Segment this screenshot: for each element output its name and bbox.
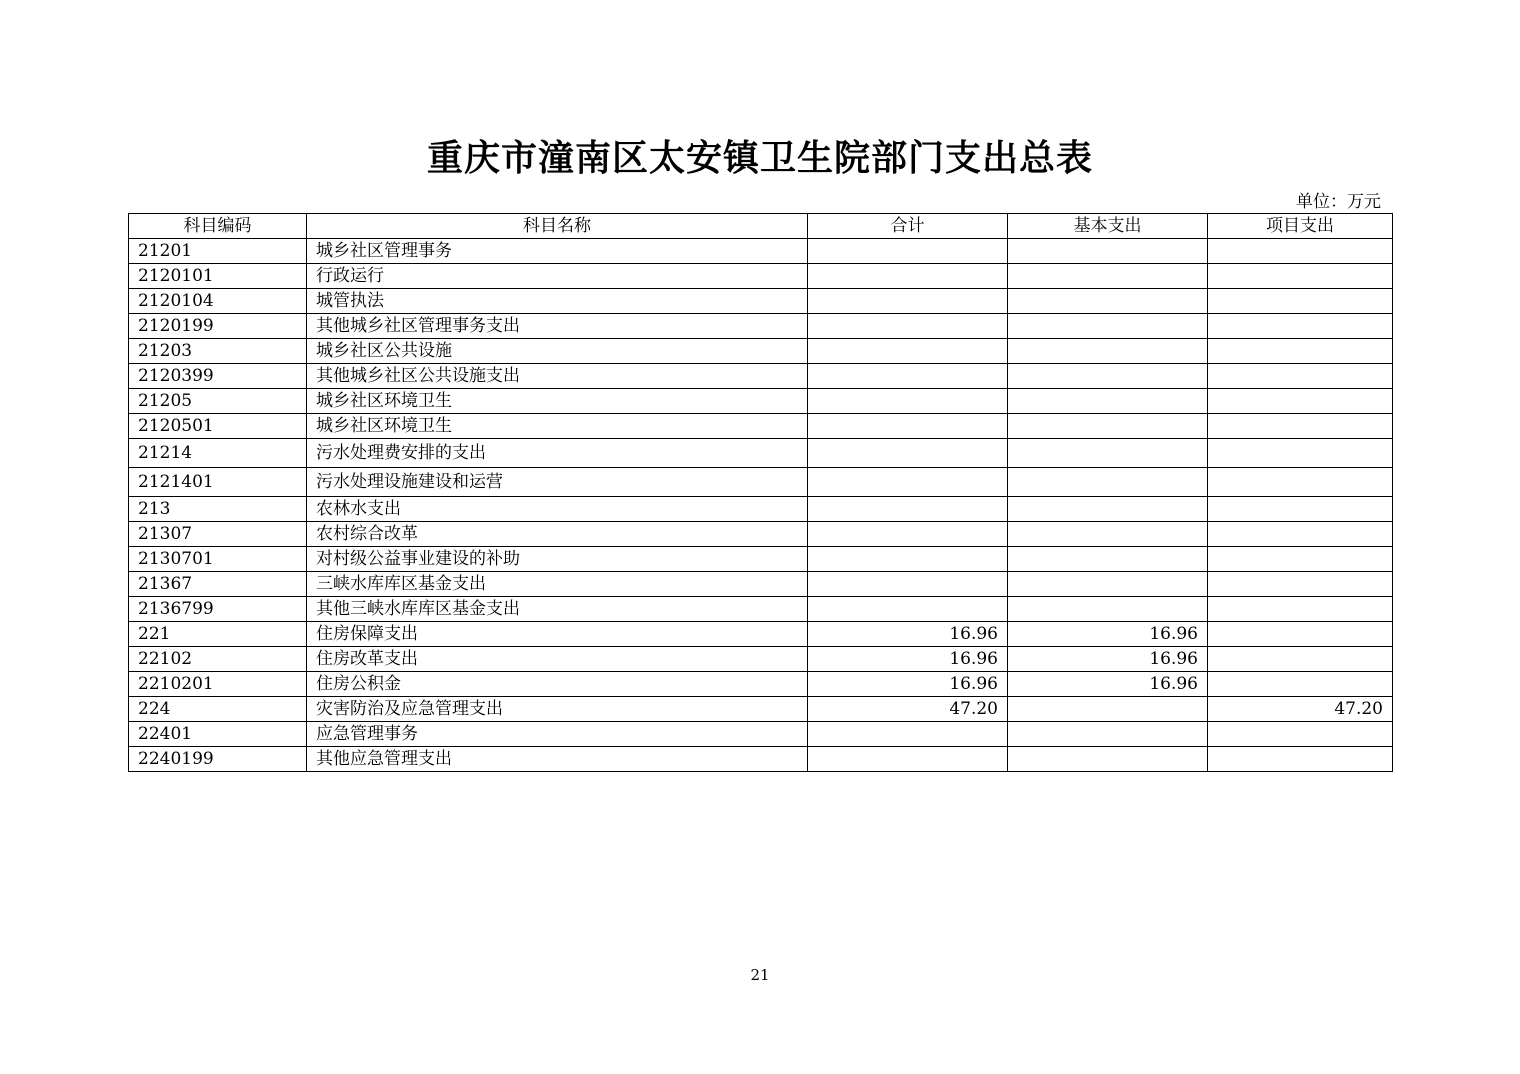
- cell-code: 21203: [129, 339, 307, 364]
- cell-project: [1208, 522, 1393, 547]
- cell-total: [808, 572, 1008, 597]
- cell-code: 21205: [129, 389, 307, 414]
- cell-total: [808, 239, 1008, 264]
- cell-total: [808, 439, 1008, 468]
- cell-code: 2210201: [129, 672, 307, 697]
- cell-name: 其他城乡社区公共设施支出: [307, 364, 808, 389]
- cell-name: 对村级公益事业建设的补助: [307, 547, 808, 572]
- cell-code: 224: [129, 697, 307, 722]
- cell-total: [808, 597, 1008, 622]
- cell-basic: [1008, 547, 1208, 572]
- cell-code: 2120101: [129, 264, 307, 289]
- cell-code: 2136799: [129, 597, 307, 622]
- cell-code: 2120501: [129, 414, 307, 439]
- cell-project: [1208, 389, 1393, 414]
- cell-total: 47.20: [808, 697, 1008, 722]
- cell-project: [1208, 314, 1393, 339]
- cell-name: 其他城乡社区管理事务支出: [307, 314, 808, 339]
- cell-project: 47.20: [1208, 697, 1393, 722]
- cell-basic: 16.96: [1008, 672, 1208, 697]
- cell-basic: [1008, 314, 1208, 339]
- cell-total: [808, 747, 1008, 772]
- cell-total: [808, 468, 1008, 497]
- cell-basic: [1008, 239, 1208, 264]
- table-row: [129, 414, 1393, 439]
- cell-basic: [1008, 722, 1208, 747]
- table-row: [129, 622, 1393, 647]
- cell-name: 农林水支出: [307, 497, 808, 522]
- cell-project: [1208, 672, 1393, 697]
- cell-basic: [1008, 339, 1208, 364]
- cell-project: [1208, 572, 1393, 597]
- table-row: [129, 697, 1393, 722]
- cell-total: 16.96: [808, 647, 1008, 672]
- cell-basic: [1008, 522, 1208, 547]
- header-name: 科目名称: [307, 214, 808, 239]
- cell-name: 城乡社区环境卫生: [307, 414, 808, 439]
- cell-name: 行政运行: [307, 264, 808, 289]
- cell-total: [808, 547, 1008, 572]
- cell-code: 2130701: [129, 547, 307, 572]
- cell-project: [1208, 289, 1393, 314]
- cell-project: [1208, 439, 1393, 468]
- cell-name: 城乡社区环境卫生: [307, 389, 808, 414]
- cell-total: [808, 339, 1008, 364]
- cell-name: 灾害防治及应急管理支出: [307, 697, 808, 722]
- table-row: [129, 289, 1393, 314]
- cell-code: 221: [129, 622, 307, 647]
- cell-code: 21201: [129, 239, 307, 264]
- cell-name: 应急管理事务: [307, 722, 808, 747]
- table-row: [129, 497, 1393, 522]
- cell-code: 2120399: [129, 364, 307, 389]
- expenditure-table: [128, 213, 1393, 772]
- cell-total: [808, 314, 1008, 339]
- cell-total: [808, 497, 1008, 522]
- cell-code: 22401: [129, 722, 307, 747]
- header-total: 合计: [808, 214, 1008, 239]
- table-header-row: [129, 214, 1393, 239]
- cell-project: [1208, 414, 1393, 439]
- table-row: [129, 239, 1393, 264]
- cell-project: [1208, 264, 1393, 289]
- cell-name: 其他三峡水库库区基金支出: [307, 597, 808, 622]
- cell-project: [1208, 647, 1393, 672]
- cell-total: [808, 522, 1008, 547]
- cell-total: [808, 364, 1008, 389]
- header-code: 科目编码: [129, 214, 307, 239]
- table-row: [129, 339, 1393, 364]
- cell-project: [1208, 747, 1393, 772]
- cell-code: 2120199: [129, 314, 307, 339]
- table-row: [129, 468, 1393, 497]
- cell-name: 住房改革支出: [307, 647, 808, 672]
- cell-total: [808, 722, 1008, 747]
- cell-basic: 16.96: [1008, 622, 1208, 647]
- cell-name: 城乡社区管理事务: [307, 239, 808, 264]
- cell-total: 16.96: [808, 622, 1008, 647]
- table-row: [129, 439, 1393, 468]
- cell-project: [1208, 622, 1393, 647]
- cell-project: [1208, 239, 1393, 264]
- cell-name: 三峡水库库区基金支出: [307, 572, 808, 597]
- cell-code: 2240199: [129, 747, 307, 772]
- cell-total: [808, 264, 1008, 289]
- cell-code: 213: [129, 497, 307, 522]
- cell-code: 21307: [129, 522, 307, 547]
- cell-basic: [1008, 597, 1208, 622]
- cell-name: 住房保障支出: [307, 622, 808, 647]
- cell-total: [808, 414, 1008, 439]
- header-project: 项目支出: [1208, 214, 1393, 239]
- cell-code: 2121401: [129, 468, 307, 497]
- cell-project: [1208, 497, 1393, 522]
- table-row: [129, 572, 1393, 597]
- table-body: [129, 239, 1393, 772]
- cell-basic: [1008, 364, 1208, 389]
- cell-name: 农村综合改革: [307, 522, 808, 547]
- page-number: 21: [750, 966, 770, 984]
- table-row: [129, 314, 1393, 339]
- cell-basic: [1008, 414, 1208, 439]
- cell-basic: [1008, 389, 1208, 414]
- cell-name: 城乡社区公共设施: [307, 339, 808, 364]
- unit-label: 单位：万元: [1296, 192, 1381, 212]
- table-row: [129, 747, 1393, 772]
- table-row: [129, 364, 1393, 389]
- cell-basic: 16.96: [1008, 647, 1208, 672]
- cell-basic: [1008, 264, 1208, 289]
- cell-total: [808, 389, 1008, 414]
- table-row: [129, 522, 1393, 547]
- cell-project: [1208, 468, 1393, 497]
- cell-basic: [1008, 289, 1208, 314]
- cell-total: [808, 289, 1008, 314]
- cell-project: [1208, 722, 1393, 747]
- cell-basic: [1008, 497, 1208, 522]
- table-row: [129, 672, 1393, 697]
- cell-basic: [1008, 572, 1208, 597]
- table-row: [129, 722, 1393, 747]
- table-row: [129, 547, 1393, 572]
- cell-basic: [1008, 439, 1208, 468]
- cell-code: 21367: [129, 572, 307, 597]
- cell-name: 城管执法: [307, 289, 808, 314]
- cell-basic: [1008, 747, 1208, 772]
- cell-basic: [1008, 697, 1208, 722]
- cell-name: 污水处理设施建设和运营: [307, 468, 808, 497]
- cell-name: 污水处理费安排的支出: [307, 439, 808, 468]
- cell-code: 2120104: [129, 289, 307, 314]
- cell-project: [1208, 547, 1393, 572]
- cell-code: 22102: [129, 647, 307, 672]
- table-row: [129, 264, 1393, 289]
- cell-project: [1208, 364, 1393, 389]
- table-row: [129, 597, 1393, 622]
- cell-name: 其他应急管理支出: [307, 747, 808, 772]
- table-row: [129, 647, 1393, 672]
- table-row: [129, 389, 1393, 414]
- page-title: 重庆市潼南区太安镇卫生院部门支出总表: [426, 137, 1093, 179]
- header-basic: 基本支出: [1008, 214, 1208, 239]
- cell-name: 住房公积金: [307, 672, 808, 697]
- cell-total: 16.96: [808, 672, 1008, 697]
- cell-basic: [1008, 468, 1208, 497]
- cell-code: 21214: [129, 439, 307, 468]
- cell-project: [1208, 597, 1393, 622]
- cell-project: [1208, 339, 1393, 364]
